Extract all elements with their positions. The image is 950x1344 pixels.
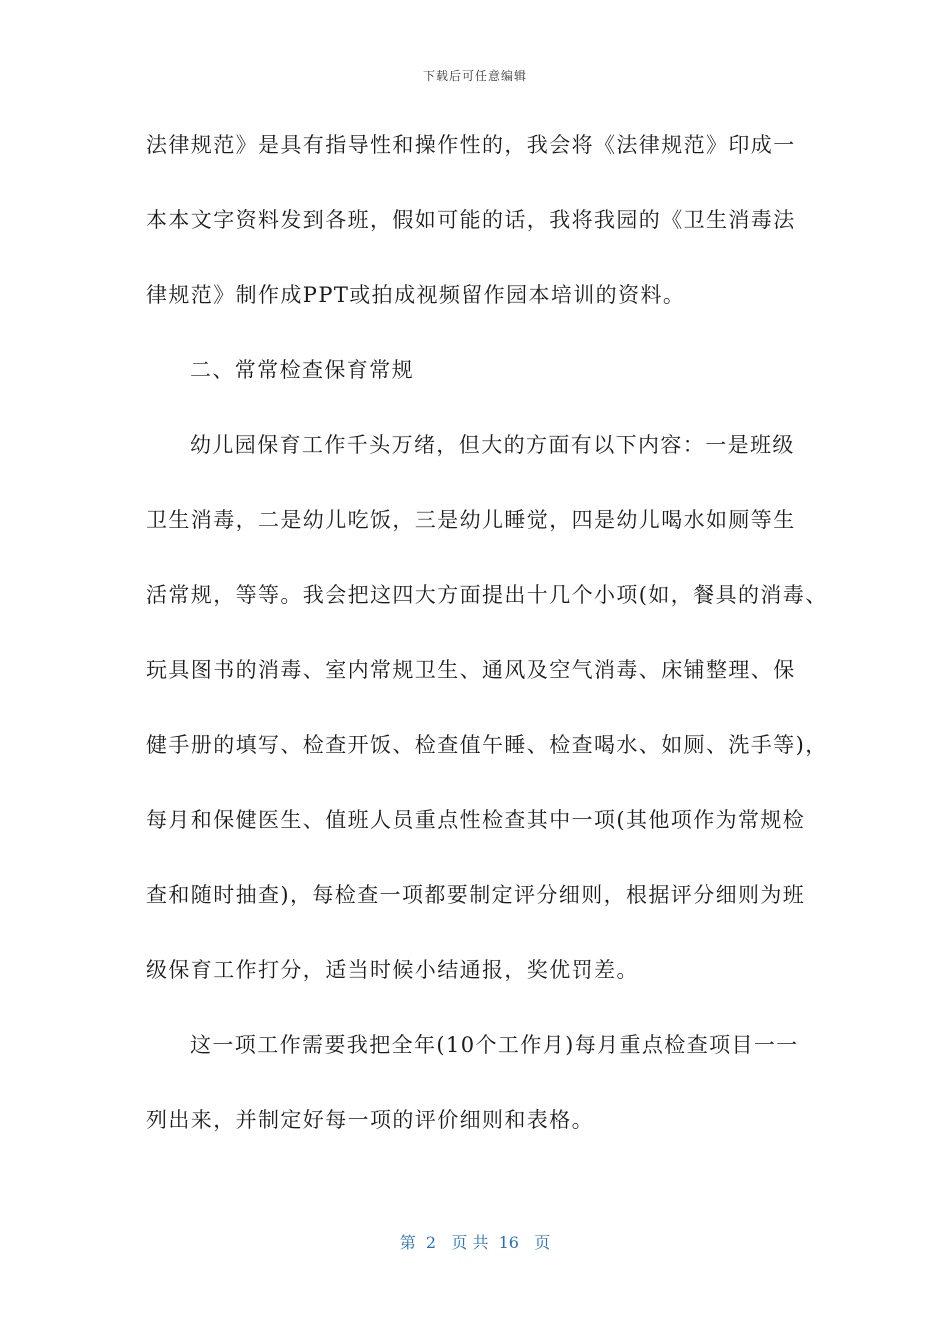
body-text-line: 级保育工作打分，适当时候小结通报，奖优罚差。 — [146, 958, 639, 982]
body-text-line: 本本文字资料发到各班，假如可能的话，我将我园的《卫生消毒法 — [146, 208, 796, 232]
body-text-line: 查和随时抽查)，每检查一项都要制定评分细则，根据评分细则为班 — [146, 883, 806, 907]
body-text-line: 每月和保健医生、值班人员重点性检查其中一项(其他项作为常规检 — [146, 808, 806, 832]
body-text-line: 玩具图书的消毒、室内常规卫生、通风及空气消毒、床铺整理、保 — [146, 658, 796, 682]
body-text-line: 幼儿园保育工作千头万绪，但大的方面有以下内容：一是班级 — [190, 433, 795, 457]
body-text-line: 健手册的填写、检查开饭、检查值午睡、检查喝水、如厕、洗手等)， — [146, 733, 828, 757]
body-text-line: 列出来，并制定好每一项的评价细则和表格。 — [146, 1108, 594, 1132]
page-number-footer: 第 2 页 共 16 页 — [399, 1233, 551, 1252]
body-text-line: 活常规，等等。我会把这四大方面提出十几个小项(如，餐具的消毒、 — [146, 583, 828, 607]
page-header-note: 下载后可任意编辑 — [422, 69, 527, 83]
body-text-line: 卫生消毒，二是幼儿吃饭，三是幼儿睡觉，四是幼儿喝水如厕等生 — [146, 508, 796, 532]
body-text-line: 这一项工作需要我把全年(10个工作月)每月重点检查项目一一 — [190, 1033, 799, 1057]
section-heading: 二、常常检查保育常规 — [190, 358, 414, 382]
body-text-line: 法律规范》是具有指导性和操作性的，我会将《法律规范》印成一 — [146, 133, 796, 157]
body-text-line: 律规范》制作成PPT或拍成视频留作园本培训的资料。 — [146, 283, 686, 307]
